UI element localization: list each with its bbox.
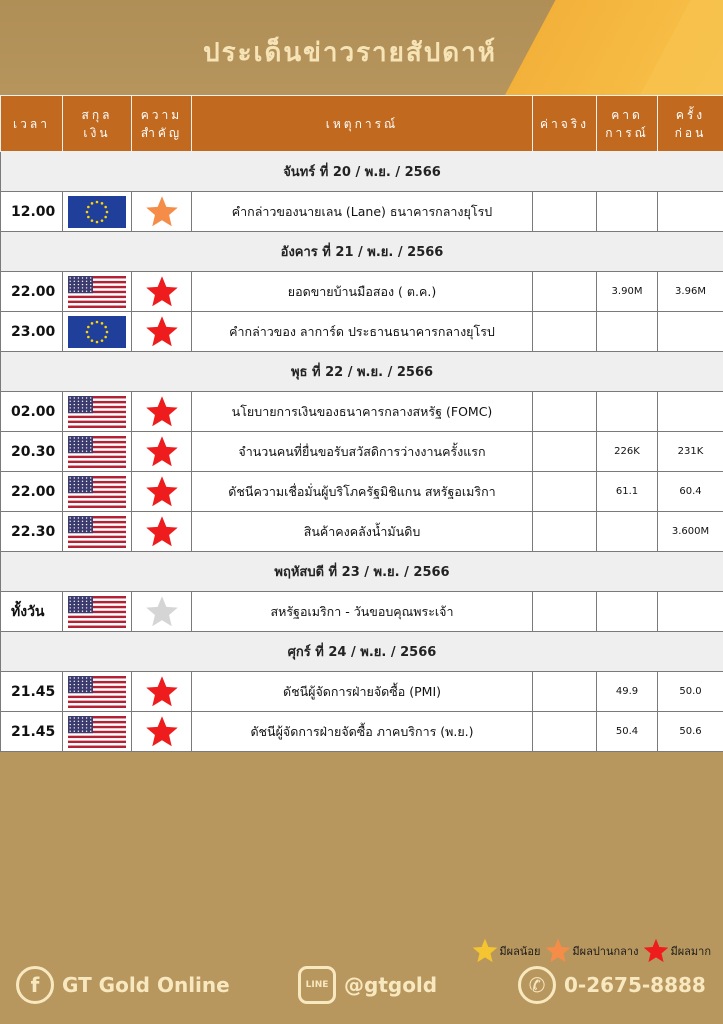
- currency-cell: [63, 472, 132, 512]
- time-cell: 23.00: [1, 312, 63, 352]
- event-cell: ดัชนีผู้จัดการฝ่ายจัดซื้อ (PMI): [192, 672, 533, 712]
- event-cell: ดัชนีความเชื่อมั่นผู้บริโภครัฐมิชิแกน สหรัฐอเมริกา: [192, 472, 533, 512]
- time-cell: 21.45: [1, 672, 63, 712]
- facebook-label: GT Gold Online: [62, 973, 230, 997]
- importance-cell: [132, 392, 192, 432]
- footer-line[interactable]: [298, 966, 437, 1004]
- forecast-cell: [597, 592, 658, 632]
- importance-cell: [132, 432, 192, 472]
- header-previous-line1: ครั้ง: [675, 107, 706, 122]
- currency-cell: [63, 272, 132, 312]
- footer: [0, 960, 723, 1010]
- day-header-row: [1, 152, 723, 192]
- event-cell: จำนวนคนที่ยื่นขอรับสวัสดิการว่างงานครั้งแรก: [192, 432, 533, 472]
- eu-flag-icon: [68, 196, 126, 228]
- legend-star-high: [644, 939, 669, 962]
- us-flag-icon: [68, 476, 126, 508]
- previous-cell: [658, 392, 723, 432]
- previous-cell: 3.600M: [658, 512, 723, 552]
- star-icon: [144, 674, 180, 710]
- forecast-cell: [597, 312, 658, 352]
- us-flag-icon: [68, 436, 126, 468]
- us-flag-icon: [68, 716, 126, 748]
- time-cell: 22.00: [1, 472, 63, 512]
- actual-cell: [533, 272, 597, 312]
- forecast-cell: 61.1: [597, 472, 658, 512]
- table-row: [1, 272, 723, 312]
- importance-cell: [132, 272, 192, 312]
- table-row: [1, 312, 723, 352]
- actual-cell: [533, 192, 597, 232]
- us-flag-icon: [68, 596, 126, 628]
- table-header-row: [1, 96, 723, 152]
- table-body: [1, 152, 723, 752]
- line-label: @gtgold: [344, 973, 438, 997]
- actual-cell: [533, 592, 597, 632]
- header-previous-line2: ก่อน: [674, 125, 707, 140]
- event-cell: คำกล่าวของนายเลน (Lane) ธนาคารกลางยุโรป: [192, 192, 533, 232]
- us-flag-icon: [68, 516, 126, 548]
- event-cell: คำกล่าวของ ลาการ์ด ประธานธนาคารกลางยุโรป: [192, 312, 533, 352]
- currency-cell: [63, 512, 132, 552]
- currency-cell: [63, 432, 132, 472]
- day-header-row: [1, 552, 723, 592]
- previous-cell: 60.4: [658, 472, 723, 512]
- table-row: [1, 712, 723, 752]
- currency-cell: [63, 392, 132, 432]
- forecast-cell: 226K: [597, 432, 658, 472]
- actual-cell: [533, 672, 597, 712]
- star-icon: [144, 274, 180, 310]
- legend-star-medium: [546, 939, 571, 962]
- actual-cell: [533, 712, 597, 752]
- legend-label-medium: มีผลปานกลาง: [572, 945, 639, 958]
- header-currency-line2: เงิน: [83, 125, 111, 140]
- currency-cell: [63, 592, 132, 632]
- forecast-cell: [597, 392, 658, 432]
- previous-cell: 50.6: [658, 712, 723, 752]
- legend-label-low: มีผลน้อย: [499, 945, 541, 958]
- event-cell: สหรัฐอเมริกา - วันขอบคุณพระเจ้า: [192, 592, 533, 632]
- time-cell: 20.30: [1, 432, 63, 472]
- us-flag-icon: [68, 396, 126, 428]
- header-importance-line1: ความ: [140, 107, 183, 122]
- table-row: [1, 592, 723, 632]
- previous-cell: [658, 312, 723, 352]
- table-row: [1, 392, 723, 432]
- time-cell: 21.45: [1, 712, 63, 752]
- star-icon: [144, 594, 180, 630]
- facebook-icon: f: [16, 966, 54, 1004]
- day-label: อังคาร ที่ 21 / พ.ย. / 2566: [1, 232, 723, 272]
- us-flag-icon: [68, 276, 126, 308]
- table-row: [1, 672, 723, 712]
- importance-cell: [132, 672, 192, 712]
- star-icon: [144, 194, 180, 230]
- phone-icon: ✆: [518, 966, 556, 1004]
- header-importance-line2: สำคัญ: [140, 125, 183, 140]
- currency-cell: [63, 192, 132, 232]
- header-time: เวลา: [1, 96, 63, 152]
- actual-cell: [533, 392, 597, 432]
- economic-calendar-table: [0, 95, 723, 752]
- header-forecast-line1: คาด: [611, 107, 643, 122]
- header-actual: ค่าจริง: [533, 96, 597, 152]
- star-icon: [144, 474, 180, 510]
- header-importance: [132, 96, 192, 152]
- day-label: ศุกร์ ที่ 24 / พ.ย. / 2566: [1, 632, 723, 672]
- us-flag-icon: [68, 676, 126, 708]
- importance-cell: [132, 192, 192, 232]
- actual-cell: [533, 312, 597, 352]
- header-forecast: [597, 96, 658, 152]
- importance-cell: [132, 592, 192, 632]
- header-previous: [658, 96, 723, 152]
- event-cell: สินค้าคงคลังน้ำมันดิบ: [192, 512, 533, 552]
- table-row: [1, 192, 723, 232]
- star-icon: [144, 514, 180, 550]
- time-cell: 22.30: [1, 512, 63, 552]
- star-icon: [144, 314, 180, 350]
- legend-label-high: มีผลมาก: [670, 945, 711, 958]
- page-header: [0, 0, 723, 95]
- importance-cell: [132, 312, 192, 352]
- currency-cell: [63, 672, 132, 712]
- actual-cell: [533, 472, 597, 512]
- previous-cell: 231K: [658, 432, 723, 472]
- event-cell: ยอดขายบ้านมือสอง ( ต.ค.): [192, 272, 533, 312]
- legend-star-low: [473, 939, 498, 962]
- day-label: พฤหัสบดี ที่ 23 / พ.ย. / 2566: [1, 552, 723, 592]
- header-currency-line1: สกุล: [81, 107, 113, 122]
- header-currency: [63, 96, 132, 152]
- time-cell: ทั้งวัน: [1, 592, 63, 632]
- phone-label: 0-2675-8888: [564, 973, 706, 997]
- star-icon: [144, 714, 180, 750]
- day-header-row: [1, 352, 723, 392]
- day-label: พุธ ที่ 22 / พ.ย. / 2566: [1, 352, 723, 392]
- star-icon: [144, 394, 180, 430]
- table-row: [1, 432, 723, 472]
- forecast-cell: [597, 512, 658, 552]
- eu-flag-icon: [68, 316, 126, 348]
- actual-cell: [533, 432, 597, 472]
- previous-cell: [658, 592, 723, 632]
- forecast-cell: 3.90M: [597, 272, 658, 312]
- currency-cell: [63, 312, 132, 352]
- day-header-row: [1, 232, 723, 272]
- day-label: จันทร์ ที่ 20 / พ.ย. / 2566: [1, 152, 723, 192]
- time-cell: 12.00: [1, 192, 63, 232]
- table-row: [1, 512, 723, 552]
- table-row: [1, 472, 723, 512]
- line-icon: LINE: [298, 966, 336, 1004]
- importance-cell: [132, 712, 192, 752]
- time-cell: 02.00: [1, 392, 63, 432]
- day-header-row: [1, 632, 723, 672]
- forecast-cell: 50.4: [597, 712, 658, 752]
- actual-cell: [533, 512, 597, 552]
- forecast-cell: [597, 192, 658, 232]
- header-forecast-line2: การณ์: [605, 125, 649, 140]
- footer-phone[interactable]: [518, 966, 706, 1004]
- previous-cell: 3.96M: [658, 272, 723, 312]
- importance-cell: [132, 512, 192, 552]
- forecast-cell: 49.9: [597, 672, 658, 712]
- footer-facebook[interactable]: [16, 966, 230, 1004]
- event-cell: ดัชนีผู้จัดการฝ่ายจัดซื้อ ภาคบริการ (พ.ย.): [192, 712, 533, 752]
- event-cell: นโยบายการเงินของธนาคารกลางสหรัฐ (FOMC): [192, 392, 533, 432]
- time-cell: 22.00: [1, 272, 63, 312]
- importance-cell: [132, 472, 192, 512]
- previous-cell: [658, 192, 723, 232]
- star-icon: [144, 434, 180, 470]
- header-event: เหตุการณ์: [192, 96, 533, 152]
- currency-cell: [63, 712, 132, 752]
- page-title: ประเด็นข่าวรายสัปดาห์: [203, 38, 497, 68]
- previous-cell: 50.0: [658, 672, 723, 712]
